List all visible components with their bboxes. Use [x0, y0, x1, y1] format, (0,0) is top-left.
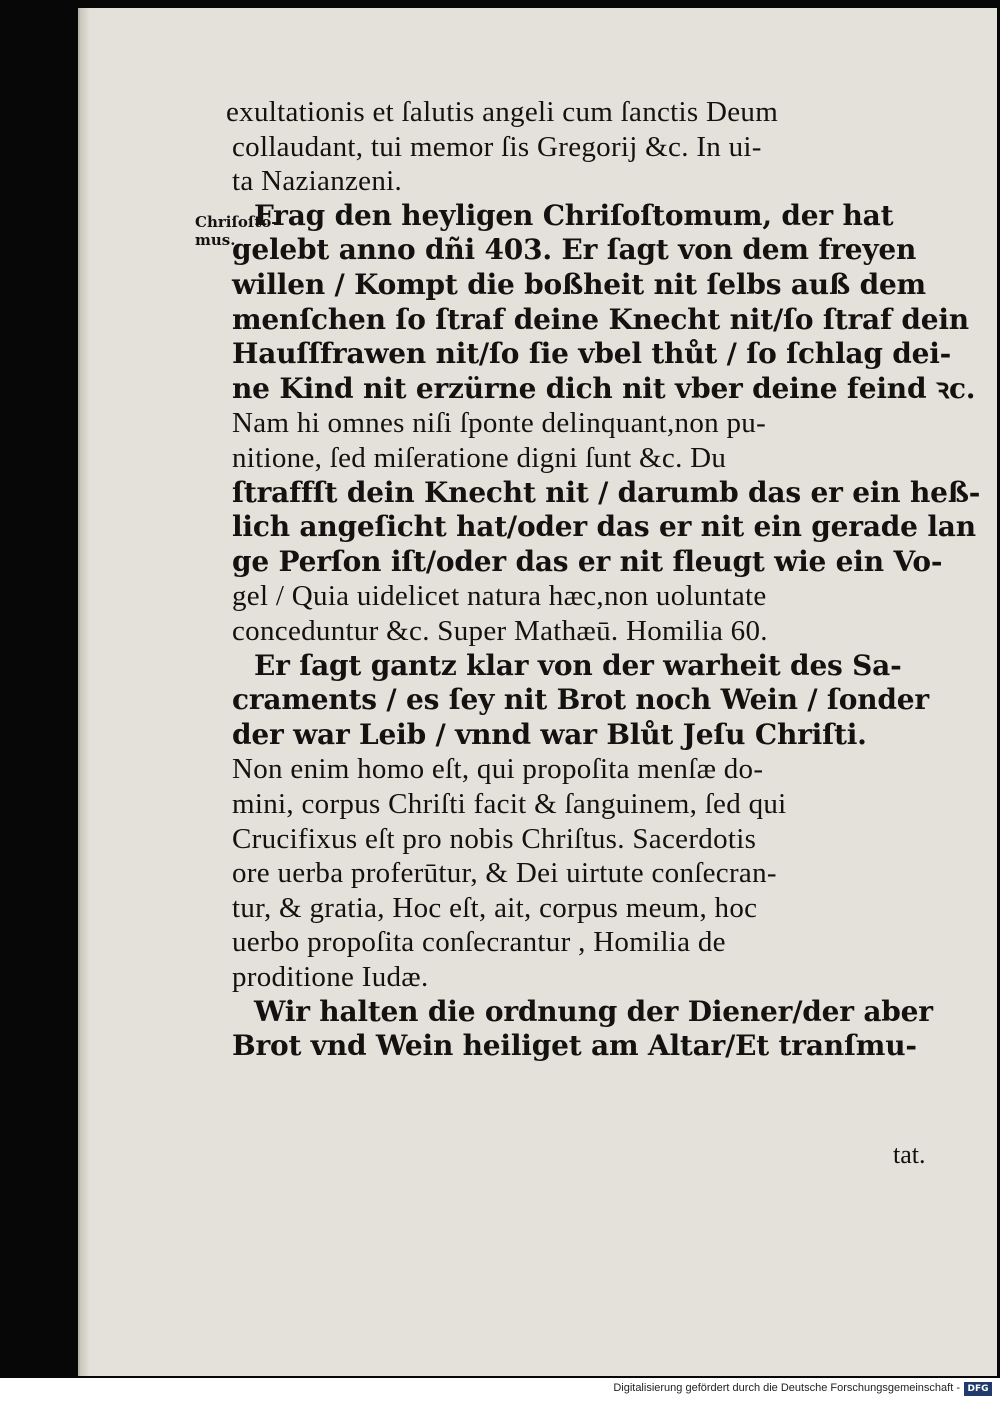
funding-notice: Digitalisierung gefördert durch die Deutsche Forschungsgemeinschaft - [613, 1382, 960, 1394]
text-line: Crucifixus eſt pro nobis Chriſtus. Sacerdotis [232, 823, 757, 855]
text-line: collaudant, tui memor ſis Gregorij &c. In ui- [232, 131, 762, 163]
text-line: conceduntur &c. Super Mathæū. Homilia 60. [232, 615, 768, 647]
text-line: gel / Quia uidelicet natura hæc,non uoluntate [232, 580, 767, 612]
page-spine-shadow [80, 8, 90, 1376]
text-line: mini, corpus Chriſti facit & ſanguinem, ſed qui [232, 788, 787, 820]
footer-bar [0, 1378, 1000, 1401]
text-line: craments / es ſey nit Brot noch Wein / ſonder [232, 683, 929, 716]
text-line: ge Perſon iſt/oder das er nit fleugt wie ein Vo- [232, 545, 943, 578]
text-line: ſtraffſt dein Knecht nit / darumb das er ein heß- [232, 476, 981, 509]
text-line: willen / Kompt die boßheit nit ſelbs auß dem [232, 268, 926, 301]
dfg-logo-icon: DFG [964, 1382, 992, 1396]
text-line: ore uerba proferūtur, & Dei uirtute conſecran- [232, 857, 777, 889]
text-line: exultationis et ſalutis angeli cum ſanctis Deum [226, 96, 779, 128]
text-line: Hauſſfrawen nit/ſo ſie vbel thůt / ſo ſchlag dei- [232, 337, 952, 370]
text-line: gelebt anno dñi 403. Er ſagt von dem freyen [232, 233, 917, 266]
marginal-note-line: Chriſoſto- [195, 213, 278, 231]
text-line: Brot vnd Wein heiliget am Altar/Et tranſmu- [232, 1029, 917, 1062]
text-line: Er ſagt gantz klar von der warheit des Sa- [254, 649, 902, 682]
text-line: proditione Iudæ. [232, 961, 429, 993]
text-line: ta Nazianzeni. [232, 165, 403, 197]
text-line: uerbo propoſita conſecrantur , Homilia de [232, 926, 726, 958]
text-line: ne Kind nit erzürne dich nit vber deine feind ꝛc. [232, 372, 976, 405]
text-line: Nam hi omnes niſi ſponte delinquant,non pu- [232, 407, 767, 439]
text-line: menſchen ſo ſtraf deine Knecht nit/ſo ſtraf dein [232, 303, 969, 336]
text-line: tur, & gratia, Hoc eſt, ait, corpus meum, hoc [232, 892, 758, 924]
text-line: Frag den heyligen Chriſoſtomum, der hat [254, 199, 894, 232]
marginal-note-line: mus. [195, 231, 236, 249]
text-line: Wir halten die ordnung der Diener/der aber [254, 995, 933, 1028]
text-line: nitione, ſed miſeratione digni ſunt &c. Du [232, 442, 727, 474]
catchword: tat. [893, 1140, 926, 1169]
text-line: der war Leib / vnnd war Blůt Jeſu Chriſti. [232, 718, 867, 751]
text-line: lich angeſicht hat/oder das er nit ein gerade lan [232, 510, 976, 543]
text-line: Non enim homo eſt, qui propoſita menſæ do- [232, 753, 764, 785]
